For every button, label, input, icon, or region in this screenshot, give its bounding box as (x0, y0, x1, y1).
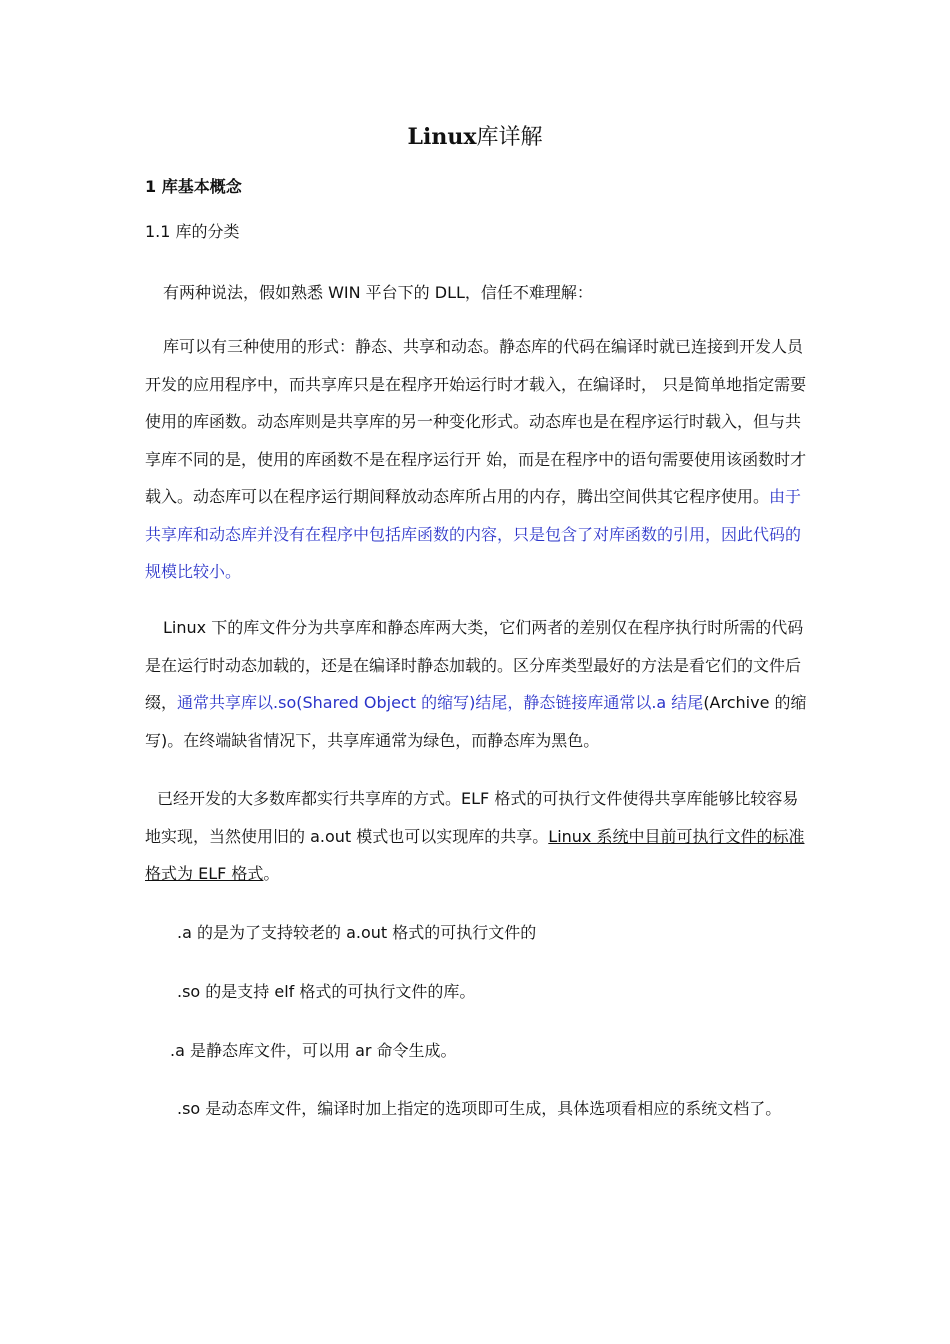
paragraph-library-forms-text: 库可以有三种使用的形式：静态、共享和动态。静态库的代码在编译时就已连接到开发人员开发的应用程序中，而共享库只是在程序开始运行时才载入，在编译时， 只是简单地指定需要使用的库函数。动态库则是共享库的另一种变化形式。动态库也是在程序运行时载入，但与共享库不同的是，使用的库函数不是在程序运行开 始，而是在程序中的语句需要使用该函数时才载入。动态库可以在程序运行期间释放动态库所占用的内存，腾出空间供其它程序使用。 (145, 337, 807, 506)
paragraph-intro (145, 274, 810, 312)
subsection-heading: 1.1 库的分类 (145, 222, 240, 241)
paragraph-elf-text: 已经开发的大多数库都实行共享库的方式。ELF 格式的可执行文件使得共享库能够比较容易地实现，当然使用旧的 a.out 模式也可以实现库的共享。 (145, 789, 799, 846)
highlighted-suffix-text: 通常共享库以.so(Shared Object 的缩写)结尾，静态链接库通常以.a 结尾 (177, 693, 704, 712)
title-cjk: 库详解 (476, 125, 543, 150)
paragraph-library-types (145, 609, 810, 759)
underlined-text: Linux 系统中目前可执行文件的标准格式为 ELF 格式 (145, 826, 805, 883)
paragraph-elf (145, 780, 810, 893)
highlighted-text: 由于共享库和动态库并没有在程序中包括库函数的内容，只是包含了对库函数的引用，因此代码的规模比较小。 (145, 487, 802, 581)
section-heading: 1 库基本概念 (145, 177, 242, 196)
note-so-dynamic: .so 是动态库文件，编译时加上指定的选项即可生成，具体选项看相应的系统文档了。 (177, 1099, 782, 1118)
note-so-elf: .so 的是支持 elf 格式的可执行文件的库。 (177, 982, 476, 1001)
title-latin: Linux (407, 124, 477, 150)
paragraph-library-types-text: Linux 下的库文件分为共享库和静态库两大类，它们两者的差别仅在程序执行时所需的代码是在运行时动态加载的，还是在编译时静态加载的。区分库类型最好的方法是看它们的文件后缀， (145, 618, 804, 712)
paragraph-intro-text: 有两种说法，假如熟悉 WIN 平台下的 DLL，信任不难理解： (163, 283, 593, 302)
note-a-static: .a 是静态库文件，可以用 ar 命令生成。 (170, 1041, 457, 1060)
paragraph-library-forms (145, 328, 810, 591)
document-title (0, 120, 950, 151)
note-a-aout: .a 的是为了支持较老的 a.out 格式的可执行文件的 (177, 923, 537, 942)
paragraph-library-types-tail: (Archive 的缩写)。在终端缺省情况下，共享库通常为绿色，而静态库为黑色。 (145, 693, 807, 750)
paragraph-elf-end: 。 (263, 864, 280, 883)
